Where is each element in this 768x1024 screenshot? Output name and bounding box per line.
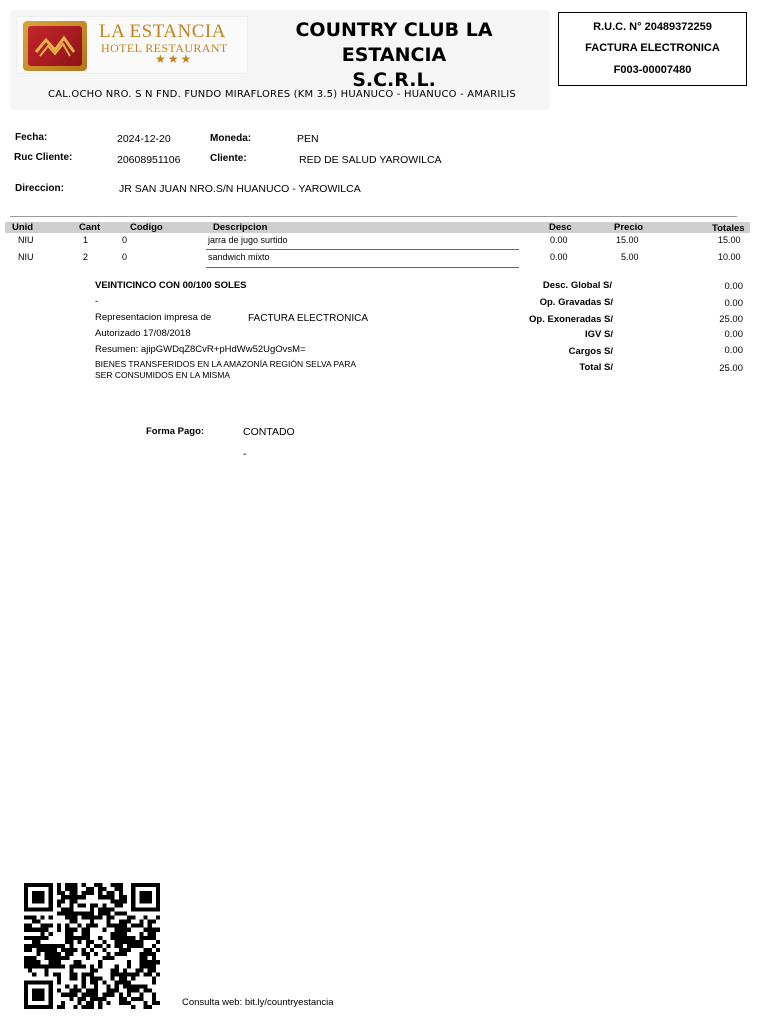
summary-cargos-value: 0.00 — [724, 345, 743, 356]
amazonia-note-line1: BIENES TRANSFERIDOS EN LA AMAZONÍA REGIÓN SELVA PARA — [95, 359, 357, 369]
col-descripcion: Descripcion — [213, 222, 268, 233]
row-codigo: 0 — [122, 235, 128, 245]
summary-igv-value: 0.00 — [724, 329, 743, 340]
company-name-line1: COUNTRY CLUB LA ESTANCIA — [295, 19, 493, 66]
items-table-header — [5, 222, 750, 233]
forma-pago-dash: - — [243, 448, 247, 460]
resumen-hash: Resumen: ajipGWDqZ8CvR+pHdWw52UgOvsM= — [95, 344, 306, 355]
ruc-cliente-value: 20608951106 — [117, 154, 181, 166]
direccion-value: JR SAN JUAN NRO.S/N HUANUCO - YAROWILCA — [119, 183, 361, 195]
company-logo — [16, 16, 248, 74]
amazonia-note — [95, 359, 356, 381]
col-unid: Unid — [12, 222, 34, 233]
summary-exoneradas-label: Op. Exoneradas S/ — [529, 314, 613, 325]
col-totales: Totales — [712, 223, 745, 234]
forma-pago-value: CONTADO — [243, 426, 295, 438]
row-precio: 15.00 — [616, 235, 639, 245]
amazonia-note-line2: SER CONSUMIDOS EN LA MISMA — [95, 370, 231, 380]
summary-desc-global-label: Desc. Global S/ — [542, 280, 612, 291]
row-underline — [206, 249, 519, 250]
notes-dash: - — [95, 296, 99, 307]
row-unid: NIU — [18, 235, 34, 245]
summary-gravadas-value: 0.00 — [724, 298, 743, 309]
row-descripcion: jarra de jugo surtido — [208, 235, 288, 245]
representacion-value: FACTURA ELECTRONICA — [248, 313, 369, 324]
summary-total-label: Total S/ — [579, 362, 613, 373]
company-address: CAL.OCHO NRO. S N FND. FUNDO MIRAFLORES (KM 3.5) HUANUCO - HUANUCO - AMARILIS — [48, 89, 516, 100]
row-precio: 5.00 — [621, 252, 639, 262]
summary-cargos-label: Cargos S/ — [568, 346, 613, 357]
qr-code-icon — [24, 883, 160, 1009]
summary-total-value: 25.00 — [719, 363, 743, 374]
logo-stars: ★★★ — [155, 52, 194, 66]
col-codigo: Codigo — [130, 222, 163, 233]
row-unid: NIU — [18, 252, 34, 262]
representacion-label: Representacion impresa de — [95, 312, 212, 323]
logo-emblem — [23, 21, 87, 71]
row-desc: 0.00 — [550, 252, 568, 262]
logo-name: LA ESTANCIA — [99, 21, 226, 42]
roof-icon — [28, 26, 82, 66]
moneda-label: Moneda: — [210, 133, 252, 144]
row-desc: 0.00 — [550, 235, 568, 245]
logo-emblem-inner — [28, 26, 82, 66]
cliente-value: RED DE SALUD YAROWILCA — [299, 154, 442, 166]
forma-pago-label: Forma Pago: — [146, 426, 205, 437]
fecha-label: Fecha: — [15, 132, 48, 143]
row-total: 15.00 — [718, 235, 741, 245]
direccion-label: Direccion: — [15, 183, 64, 194]
summary-exoneradas-value: 25.00 — [719, 314, 743, 325]
col-precio: Precio — [614, 222, 644, 233]
company-name-line2: S.C.R.L. — [352, 69, 436, 91]
row-underline — [206, 267, 519, 268]
document-number: F003-00007480 — [613, 64, 692, 76]
document-type: FACTURA ELECTRONICA — [585, 42, 720, 54]
summary-igv-label: IGV S/ — [585, 329, 613, 340]
summary-gravadas-label: Op. Gravadas S/ — [539, 297, 613, 308]
ruc-box — [558, 12, 747, 86]
moneda-value: PEN — [297, 133, 319, 145]
row-cant: 2 — [83, 252, 89, 262]
table-row — [0, 234, 768, 252]
company-name — [258, 18, 530, 93]
row-codigo: 0 — [122, 252, 128, 262]
logo-subtitle: HOTEL RESTAURANT — [101, 41, 228, 55]
amount-in-words: VEINTICINCO CON 00/100 SOLES — [95, 280, 247, 291]
consulta-web: Consulta web: bit.ly/countryestancia — [182, 997, 334, 1008]
divider — [10, 216, 737, 217]
row-cant: 1 — [83, 235, 89, 245]
ruc-number: R.U.C. N° 20489372259 — [593, 21, 712, 33]
autorizado-text: Autorizado 17/08/2018 — [95, 328, 191, 339]
fecha-value: 2024-12-20 — [117, 133, 171, 145]
col-cant: Cant — [79, 222, 101, 233]
summary-desc-global-value: 0.00 — [724, 281, 743, 292]
cliente-label: Cliente: — [210, 153, 247, 164]
ruc-cliente-label: Ruc Cliente: — [14, 152, 73, 163]
col-desc: Desc — [549, 222, 572, 233]
row-descripcion: sandwich mixto — [208, 252, 270, 262]
table-row — [0, 251, 768, 269]
row-total: 10.00 — [718, 252, 741, 262]
